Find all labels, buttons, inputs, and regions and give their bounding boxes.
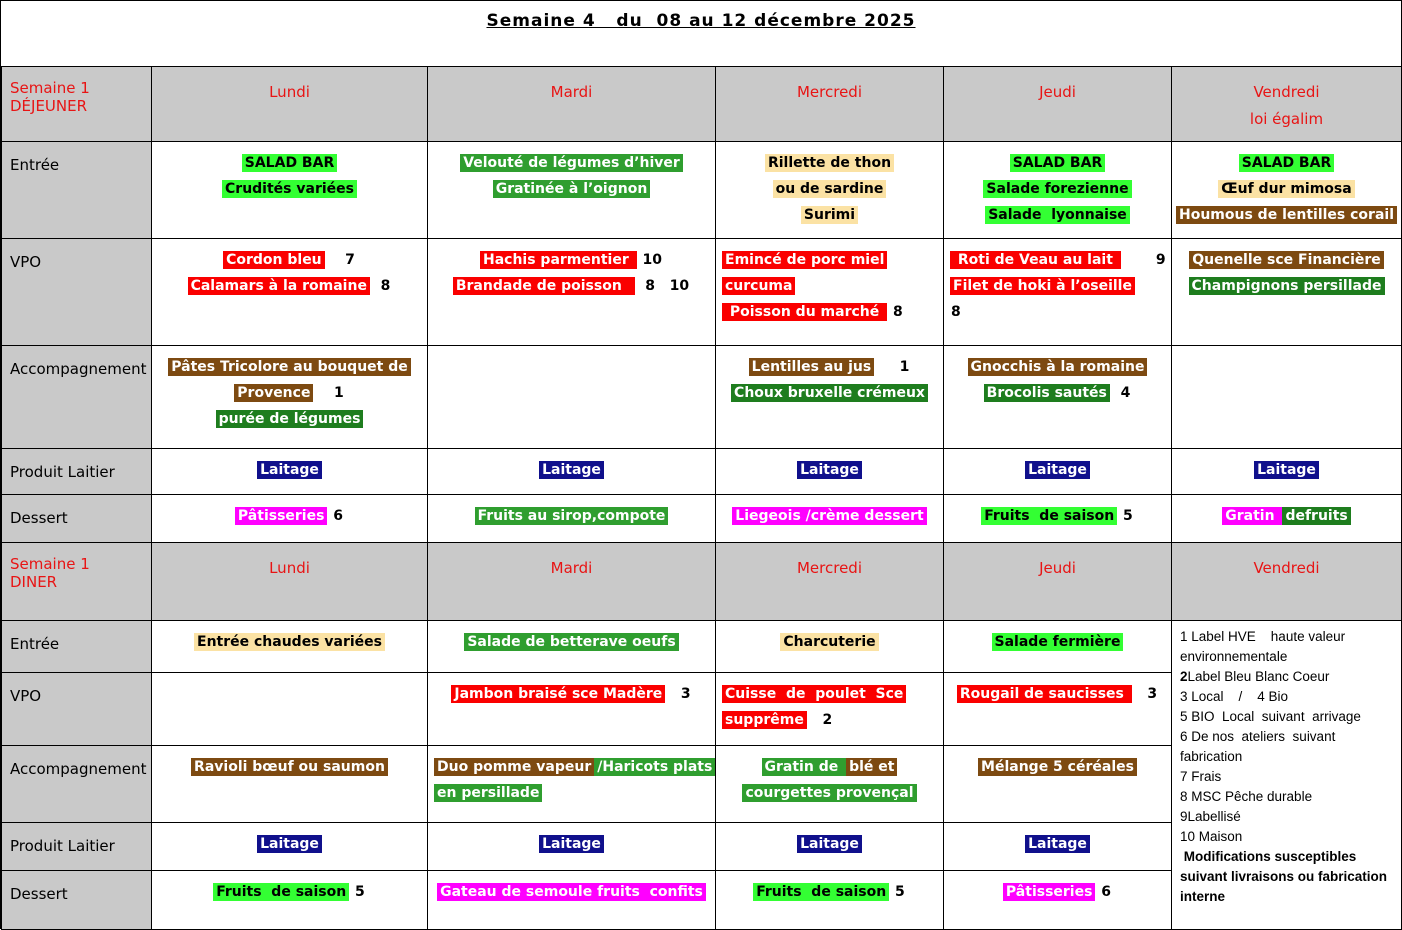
menu-item: Duo pomme vapeur xyxy=(434,758,594,776)
menu-cell xyxy=(152,239,428,346)
menu-item: Fruits au sirop,compote xyxy=(475,507,669,525)
footnote-number: 10 xyxy=(637,252,662,268)
menu-item: Crudités variées xyxy=(222,180,357,198)
menu-cell xyxy=(944,495,1172,543)
menu-line xyxy=(716,629,943,655)
menu-cell xyxy=(152,746,428,823)
legend-line xyxy=(1180,667,1397,687)
menu-cell xyxy=(1172,495,1402,543)
menu-line xyxy=(428,629,715,655)
menu-item: purée de légumes xyxy=(216,410,364,428)
footnote-number: 3 xyxy=(1132,686,1158,702)
footnote-number: 4 xyxy=(1110,385,1131,401)
menu-line xyxy=(722,247,943,273)
menu-cell xyxy=(428,239,716,346)
menu-item: Rougail de saucisses xyxy=(957,685,1132,703)
menu-line xyxy=(950,299,1171,325)
day-header-line: Mardi xyxy=(550,559,593,577)
menu-line xyxy=(152,831,427,857)
legend-line xyxy=(1180,687,1397,707)
menu-line xyxy=(152,150,427,176)
footnote-number: 1 xyxy=(875,359,910,375)
legend-line xyxy=(1180,787,1397,807)
menu-line xyxy=(716,754,943,780)
menu-line xyxy=(152,629,427,655)
legend-line xyxy=(1180,767,1397,787)
menu-line xyxy=(944,879,1171,905)
menu-cell xyxy=(152,142,428,239)
menu-line xyxy=(944,202,1171,228)
menu-cell xyxy=(428,746,716,823)
legend-text: 8 MSC Pêche durable xyxy=(1180,789,1313,804)
menu-cell xyxy=(428,871,716,930)
menu-item: SALAD BAR xyxy=(1239,154,1334,172)
menu-item: SALAD BAR xyxy=(242,154,337,172)
footnote-number: 7 xyxy=(325,252,355,268)
menu-line xyxy=(944,629,1171,655)
day-header-line: Mardi xyxy=(550,83,593,101)
footnote-number: 8 xyxy=(951,304,961,320)
menu-item: Cordon bleu xyxy=(223,251,325,269)
menu-line xyxy=(428,681,715,707)
menu-item: Gratinée à l’oignon xyxy=(493,180,651,198)
menu-line xyxy=(152,380,427,406)
legend-text: Modifications susceptibles suivant livraisons ou fabrication interne xyxy=(1180,849,1391,904)
menu-line xyxy=(1172,457,1401,483)
menu-cell xyxy=(428,142,716,239)
day-header-line: Lundi xyxy=(269,83,310,101)
menu-cell xyxy=(716,346,944,449)
row-label: Produit Laitier xyxy=(2,823,152,871)
menu-line xyxy=(428,879,715,905)
day-header-line: Vendredi xyxy=(1253,559,1320,577)
legend-line xyxy=(1180,727,1397,767)
menu-line xyxy=(716,150,943,176)
footnote-number: 6 xyxy=(328,508,344,524)
menu-item: Calamars à la romaine xyxy=(188,277,370,295)
day-header-line: Mercredi xyxy=(796,83,862,101)
menu-row xyxy=(2,449,1402,495)
menu-item: Entrée chaudes variées xyxy=(194,633,385,651)
menu-item: Gateau de semoule fruits confits xyxy=(437,883,706,901)
menu-item: Cuisse de poulet Sce xyxy=(722,685,906,703)
menu-item: Gratin xyxy=(1222,507,1282,525)
menu-cell xyxy=(428,346,716,449)
menu-row xyxy=(2,495,1402,543)
menu-item: Laitage xyxy=(257,835,322,853)
section-header-line: DINER xyxy=(10,573,58,591)
menu-item: Mélange 5 céréales xyxy=(978,758,1137,776)
menu-item: Jambon braisé sce Madère xyxy=(451,685,665,703)
menu-line xyxy=(152,176,427,202)
menu-line xyxy=(716,176,943,202)
menu-line xyxy=(944,503,1171,529)
row-label: VPO xyxy=(2,673,152,746)
row-label: VPO xyxy=(2,239,152,346)
day-header-line: Jeudi xyxy=(1039,559,1076,577)
menu-cell xyxy=(944,142,1172,239)
menu-line xyxy=(722,273,943,299)
menu-item: /Haricots plats xyxy=(594,758,715,776)
menu-item: Salade de betterave oeufs xyxy=(464,633,678,651)
menu-line xyxy=(944,831,1171,857)
menu-cell xyxy=(1172,449,1402,495)
menu-item: Roti de Veau au lait xyxy=(950,251,1121,269)
footnote-number: 6 xyxy=(1096,884,1112,900)
row-label: Entrée xyxy=(2,621,152,673)
menu-line xyxy=(944,380,1171,406)
section-header-label xyxy=(2,67,152,142)
footnote-number: 1 xyxy=(314,385,344,401)
menu-line xyxy=(944,176,1171,202)
legend-text: 7 Frais xyxy=(1180,769,1222,784)
day-header-line: Vendredi xyxy=(1253,83,1320,101)
menu-item: Houmous de lentilles corail xyxy=(1176,206,1397,224)
day-header-line: Mercredi xyxy=(796,559,862,577)
menu-line xyxy=(434,754,715,780)
day-header xyxy=(944,543,1172,621)
footnote-number: 3 xyxy=(666,686,691,702)
menu-item: Salade forezienne xyxy=(983,180,1131,198)
menu-line xyxy=(716,780,943,806)
menu-item: ou de sardine xyxy=(773,180,887,198)
menu-line xyxy=(1172,176,1401,202)
section-header-line: DÉJEUNER xyxy=(10,97,88,115)
menu-item: Laitage xyxy=(257,461,322,479)
menu-item: Lentilles au jus xyxy=(749,358,875,376)
menu-line xyxy=(428,150,715,176)
menu-line xyxy=(152,503,427,529)
menu-cell xyxy=(716,449,944,495)
menu-cell xyxy=(944,746,1172,823)
menu-line xyxy=(950,247,1171,273)
menu-cell xyxy=(1172,239,1402,346)
legend-line xyxy=(1180,847,1397,907)
menu-item: Fruits de saison xyxy=(981,507,1117,525)
menu-item: Œuf dur mimosa xyxy=(1218,180,1354,198)
row-label: Dessert xyxy=(2,871,152,930)
menu-line xyxy=(434,780,715,806)
menu-cell xyxy=(152,823,428,871)
menu-cell xyxy=(716,621,944,673)
menu-line xyxy=(722,681,943,707)
menu-item: Champignons persillade xyxy=(1189,277,1385,295)
menu-line xyxy=(716,457,943,483)
menu-line xyxy=(716,354,943,380)
menu-line xyxy=(1172,247,1401,273)
row-label: Dessert xyxy=(2,495,152,543)
menu-item: courgettes provençal xyxy=(742,784,916,802)
menu-line xyxy=(152,457,427,483)
footnote-number: 8 xyxy=(888,304,903,320)
footnote-number: 8 10 xyxy=(635,278,690,294)
menu-line xyxy=(428,176,715,202)
menu-cell xyxy=(944,239,1172,346)
menu-item: Brocolis sautés xyxy=(984,384,1110,402)
menu-line xyxy=(1172,503,1401,529)
menu-item: Brandade de poisson xyxy=(453,277,635,295)
menu-item: Laitage xyxy=(1025,835,1090,853)
menu-line xyxy=(1172,202,1401,228)
row-label: Produit Laitier xyxy=(2,449,152,495)
footnote-number: 8 xyxy=(370,278,391,294)
menu-item: Laitage xyxy=(1254,461,1319,479)
menu-cell xyxy=(152,673,428,746)
menu-cell xyxy=(716,495,944,543)
menu-cell xyxy=(428,449,716,495)
menu-item: Provence xyxy=(234,384,313,402)
row-label: Accompagnement xyxy=(2,346,152,449)
menu-cell xyxy=(716,239,944,346)
menu-item: Pâtisseries xyxy=(235,507,328,525)
day-header xyxy=(428,67,716,142)
menu-item: Gratin de xyxy=(762,758,847,776)
menu-item: Quenelle sce Financière xyxy=(1189,251,1384,269)
menu-line xyxy=(1172,150,1401,176)
title-row xyxy=(1,1,1401,66)
section-header-label xyxy=(2,543,152,621)
menu-item: en persillade xyxy=(434,784,542,802)
day-header xyxy=(152,67,428,142)
menu-item: Emincé de porc miel xyxy=(722,251,887,269)
menu-line xyxy=(716,380,943,406)
menu-item: blé et xyxy=(846,758,897,776)
footnote-number: 9 xyxy=(1121,252,1166,268)
menu-line xyxy=(950,273,1171,299)
menu-line xyxy=(722,707,943,733)
legend-text: 3 Local / 4 Bio xyxy=(1180,689,1289,704)
footnote-number: 5 xyxy=(350,884,365,900)
day-header-line: loi égalim xyxy=(1249,110,1324,128)
menu-item: Fruits de saison xyxy=(753,883,889,901)
menu-item: Ravioli bœuf ou saumon xyxy=(191,758,388,776)
menu-item: Fruits de saison xyxy=(213,883,349,901)
footnote-number: 2 xyxy=(807,712,833,728)
menu-line xyxy=(152,247,427,273)
legend-text: 5 BIO Local suivant arrivage xyxy=(1180,709,1361,724)
menu-line xyxy=(152,879,427,905)
menu-item: Liegeois /crème dessert xyxy=(732,507,926,525)
legend-text: 2 xyxy=(1180,669,1188,684)
menu-item: Choux bruxelle crémeux xyxy=(731,384,928,402)
menu-item: Laitage xyxy=(797,835,862,853)
menu-line xyxy=(944,754,1171,780)
menu-row xyxy=(2,621,1402,673)
menu-line xyxy=(716,831,943,857)
menu-cell xyxy=(944,621,1172,673)
menu-cell xyxy=(428,823,716,871)
menu-item: Pâtisseries xyxy=(1003,883,1096,901)
menu-row xyxy=(2,346,1402,449)
menu-line xyxy=(944,354,1171,380)
menu-cell xyxy=(1172,142,1402,239)
day-header xyxy=(716,67,944,142)
menu-cell xyxy=(152,449,428,495)
menu-line xyxy=(428,247,715,273)
menu-item: curcuma xyxy=(722,277,795,295)
menu-cell xyxy=(428,621,716,673)
menu-row xyxy=(2,239,1402,346)
menu-line xyxy=(428,503,715,529)
menu-line xyxy=(716,503,943,529)
menu-line xyxy=(944,457,1171,483)
day-header xyxy=(152,543,428,621)
menu-cell xyxy=(716,746,944,823)
menu-item: Laitage xyxy=(797,461,862,479)
section-header-line: Semaine 1 xyxy=(10,79,90,97)
menu-line xyxy=(152,273,427,299)
menu-row xyxy=(2,142,1402,239)
menu-item: Hachis parmentier xyxy=(480,251,637,269)
page-title: Semaine 4 du 08 au 12 décembre 2025 xyxy=(486,11,916,31)
menu-line xyxy=(716,879,943,905)
menu-cell xyxy=(944,871,1172,930)
day-header xyxy=(1172,543,1402,621)
legend-line xyxy=(1180,827,1397,847)
footnote-number: 5 xyxy=(890,884,905,900)
footnote-number: 5 xyxy=(1118,508,1133,524)
section-header-row xyxy=(2,543,1402,621)
menu-item: Laitage xyxy=(1025,461,1090,479)
day-header-line: Jeudi xyxy=(1039,83,1076,101)
menu-line xyxy=(152,406,427,432)
legend-text: 1 Label HVE haute valeur environnementale xyxy=(1180,629,1349,664)
menu-item: Salade fermière xyxy=(992,633,1124,651)
menu-cell xyxy=(152,621,428,673)
menu-table xyxy=(1,66,1402,930)
menu-item: Laitage xyxy=(539,835,604,853)
menu-cell xyxy=(152,495,428,543)
menu-line xyxy=(722,299,943,325)
menu-item: Gnocchis à la romaine xyxy=(968,358,1148,376)
menu-cell xyxy=(944,823,1172,871)
menu-line xyxy=(428,831,715,857)
menu-item: Salade lyonnaise xyxy=(985,206,1130,224)
menu-cell xyxy=(152,346,428,449)
day-header xyxy=(944,67,1172,142)
day-header-line: Lundi xyxy=(269,559,310,577)
menu-cell xyxy=(944,346,1172,449)
menu-item: Filet de hoki à l’oseille xyxy=(950,277,1135,295)
menu-line xyxy=(716,202,943,228)
menu-item: supprême xyxy=(722,711,807,729)
legend-text: 10 Maison xyxy=(1180,829,1243,844)
legend-line xyxy=(1180,707,1397,727)
menu-cell xyxy=(944,673,1172,746)
menu-item: Surimi xyxy=(801,206,858,224)
menu-item: Laitage xyxy=(539,461,604,479)
menu-cell xyxy=(716,673,944,746)
menu-line xyxy=(152,754,427,780)
menu-cell xyxy=(1172,346,1402,449)
menu-item: SALAD BAR xyxy=(1010,154,1105,172)
day-header xyxy=(428,543,716,621)
menu-line xyxy=(944,681,1171,707)
section-header-row xyxy=(2,67,1402,142)
menu-cell xyxy=(716,871,944,930)
menu-item: Velouté de légumes d’hiver xyxy=(460,154,683,172)
menu-line xyxy=(428,457,715,483)
menu-line xyxy=(1172,273,1401,299)
day-header xyxy=(1172,67,1402,142)
legend xyxy=(1172,621,1402,930)
menu-line xyxy=(944,150,1171,176)
menu-line xyxy=(152,354,427,380)
menu-item: Charcuterie xyxy=(780,633,878,651)
menu-item: Poisson du marché xyxy=(722,303,887,321)
legend-line xyxy=(1180,807,1397,827)
row-label: Accompagnement xyxy=(2,746,152,823)
menu-cell xyxy=(944,449,1172,495)
menu-item: Pâtes Tricolore au bouquet de xyxy=(168,358,411,376)
day-header xyxy=(716,543,944,621)
menu-item: Rillette de thon xyxy=(765,154,894,172)
legend-text: 9Labellisé xyxy=(1180,809,1241,824)
menu-cell xyxy=(428,673,716,746)
legend-line xyxy=(1180,627,1397,667)
legend-text: Label Bleu Blanc Coeur xyxy=(1187,669,1330,684)
legend-text: 6 De nos ateliers suivant fabrication xyxy=(1180,729,1340,764)
menu-cell xyxy=(716,142,944,239)
menu-cell xyxy=(152,871,428,930)
menu-item: defruits xyxy=(1282,507,1350,525)
menu-cell xyxy=(716,823,944,871)
menu-line xyxy=(428,273,715,299)
menu-cell xyxy=(428,495,716,543)
row-label: Entrée xyxy=(2,142,152,239)
section-header-line: Semaine 1 xyxy=(10,555,90,573)
